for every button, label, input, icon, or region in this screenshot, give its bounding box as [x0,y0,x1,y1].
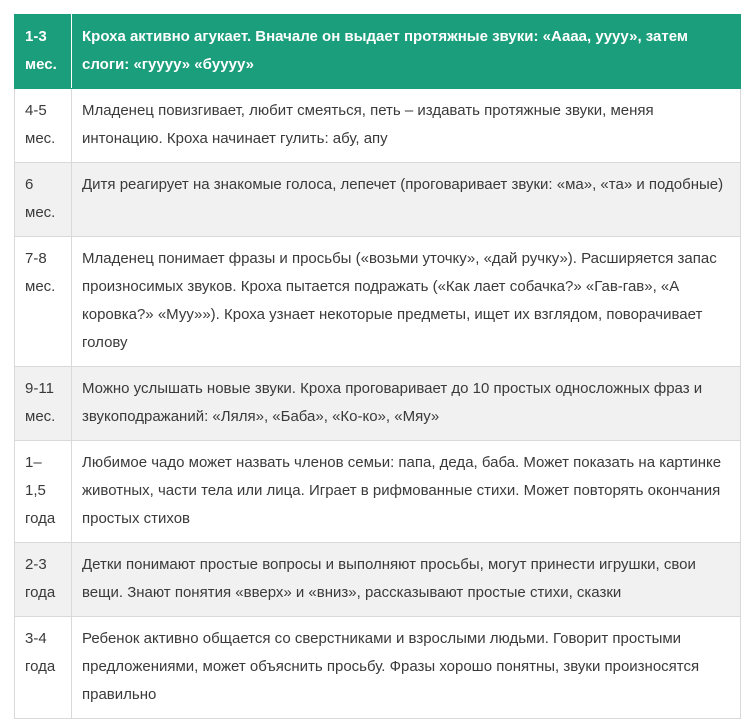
age-cell: 1–1,5 года [15,441,72,543]
description-cell: Дитя реагирует на знакомые голоса, лепечет (проговаривает звуки: «ма», «та» и подобные) [72,163,741,237]
table-row [15,163,741,237]
description-cell: Ребенок активно общается со сверстниками и взрослыми людьми. Говорит простыми предложениями, может объяснить просьбу. Фразы хорошо понятны, звуки произносятся правильно [72,617,741,719]
table-row [15,89,741,163]
description-cell: Младенец повизгивает, любит смеяться, петь – издавать протяжные звуки, меняя интонацию. Кроха начинает гулить: абу, апу [72,89,741,163]
age-cell: 2-3 года [15,543,72,617]
age-cell: 3-4 года [15,617,72,719]
table-row [15,617,741,719]
header-text-cell: Кроха активно агукает. Вначале он выдает протяжные звуки: «Аааа, уууу», затем слоги: «гуууу» «бyууу» [72,15,741,89]
age-cell: 6 мес. [15,163,72,237]
description-cell: Детки понимают простые вопросы и выполняют просьбы, могут принести игрушки, свои вещи. Знают понятия «вверх» и «вниз», рассказывают простые стихи, сказки [72,543,741,617]
table-row [15,543,741,617]
age-cell: 9-11 мес. [15,367,72,441]
table-row [15,367,741,441]
age-cell: 4-5 мес. [15,89,72,163]
table-row [15,237,741,367]
description-cell: Любимое чадо может назвать членов семьи: папа, деда, баба. Может показать на картинке животных, части тела или лица. Играет в рифмованные стихи. Может повторять окончания простых стихов [72,441,741,543]
age-cell: 7-8 мес. [15,237,72,367]
table-row [15,441,741,543]
table-header-row [15,15,741,89]
description-cell: Можно услышать новые звуки. Кроха проговаривает до 10 простых односложных фраз и звукоподражаний: «Ляля», «Баба», «Ко-ко», «Мяу» [72,367,741,441]
header-age-cell: 1-3 мес. [15,15,72,89]
description-cell: Младенец понимает фразы и просьбы («возьми уточку», «дай ручку»). Расширяется запас произносимых звуков. Кроха пытается подражать («Как лает собачка?» «Гав-гав», «А коровка?» «Муу»»). Кроха узнает некоторые предметы, ищет их взглядом, поворачивает голову [72,237,741,367]
speech-development-table [14,14,741,719]
speech-development-table-container [14,14,741,719]
